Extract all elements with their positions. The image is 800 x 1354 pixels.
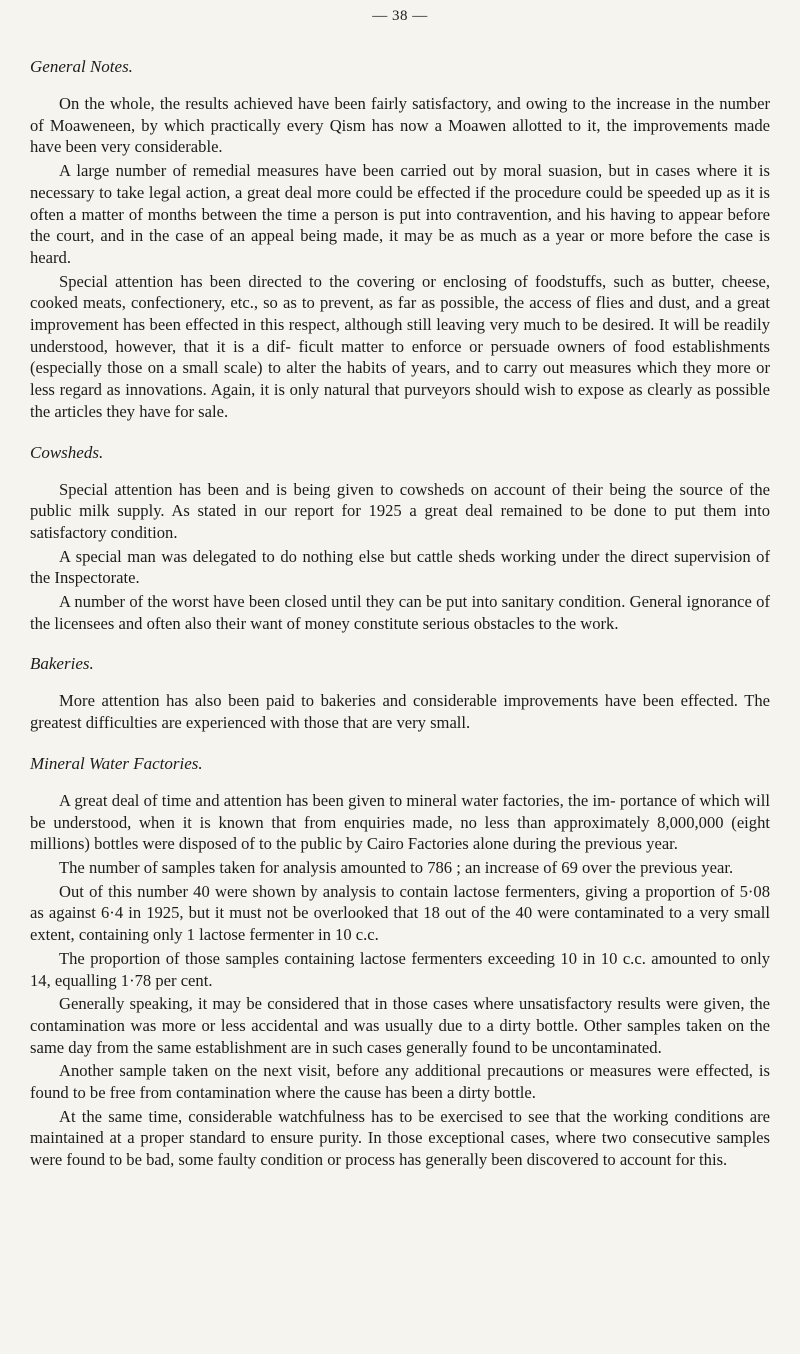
paragraph: More attention has also been paid to bakeries and considerable improvements have been effected. The greatest difficulties are experienced with those that are very small.: [30, 691, 770, 733]
paragraph: Generally speaking, it may be considered that in those cases where unsatisfactory results were given, the contamination was more or less accidental and was usually due to a dirty bottle. Other samples taken on the same day from the same establishment are in such cases generally found to be uncontaminated.: [30, 994, 770, 1057]
section-heading: General Notes.: [30, 57, 133, 76]
paragraph: Another sample taken on the next visit, before any additional precautions or measures were effected, is found to be free from contamination where the cause has been a dirty bottle.: [30, 1061, 770, 1103]
paragraph: A number of the worst have been closed until they can be put into sanitary condition. General ignorance of the licensees and often also their want of money constitute serious obstacles to the work.: [30, 592, 770, 633]
section-general-notes: [30, 55, 770, 423]
paragraph: On the whole, the results achieved have been fairly satisfactory, and owing to the increase in the number of Moaweneen, by which practically every Qism has now a Moawen allotted to it, the improvements made have been very considerable.: [30, 94, 770, 157]
section-heading: Mineral Water Factories.: [30, 753, 203, 773]
paragraph: At the same time, considerable watchfulness has to be exercised to see that the working conditions are maintained at a proper standard to ensure purity. In those exceptional cases, where two consecutive samples were found to be bad, some faulty condition or process has generally been discovered to account for this.: [30, 1106, 770, 1170]
page-number: — 38 —: [372, 8, 428, 24]
paragraph: A great deal of time and attention has been given to mineral water factories, the im- portance of which will be understood, when it is known that from enquiries made, no less than approximately 8,000,000 (eight millions) bottles were disposed of to the public by Cairo Factories alone during the previous year.: [30, 790, 770, 854]
paragraph: A large number of remedial measures have been carried out by moral suasion, but in cases where it is necessary to take legal action, a great deal more could be effected if the procedure could be speeded up as it is often a matter of months between the time a person is put into contravention, and his having to appear before the court, and in the case of an appeal being made, it may be as much as a year or more before the case is heard.: [30, 161, 770, 267]
paragraph: Special attention has been directed to the covering or enclosing of foodstuffs, such as butter, cheese, cooked meats, confectionery, etc., so as to prevent, as far as possible, the access of flies and dust, and a great improvement has been effected in this respect, although still leaving very much to be desired. It will be readily understood, however, that it is a dif- ficult matter to enforce or persuade owners of food establishments (especially those on a small scale) to alter the habits of years, and to carry out measures which they more or less regard as innovations. Again, it is only natural that purveyors should wish to expose as clearly as possible the articles they have for sale.: [30, 271, 770, 421]
paragraph: Out of this number 40 were shown by analysis to contain lactose fermenters, giving a proportion of 5·08 as against 6·4 in 1925, but it must not be overlooked that 18 out of the 40 were contaminated to a very small extent, containing only 1 lactose fermenter in 10 c.c.: [30, 881, 770, 945]
section-heading: Cowsheds.: [30, 442, 104, 462]
section-heading: Bakeries.: [30, 654, 94, 674]
section-mineral-water-factories: [30, 752, 770, 1171]
section-bakeries: [30, 652, 770, 733]
paragraph: The proportion of those samples containing lactose fermenters exceeding 10 in 10 c.c. amounted to only 14, equalling 1·78 per cent.: [30, 948, 770, 990]
paragraph: The number of samples taken for analysis amounted to 786 ; an increase of 69 over the previous year.: [59, 857, 734, 877]
paragraph: Special attention has been and is being given to cowsheds on account of their being the source of the public milk supply. As stated in our report for 1925 a great deal remained to be done to put them into satisfactory condition.: [30, 479, 770, 542]
paragraph: A special man was delegated to do nothing else but cattle sheds working under the direct supervision of the Inspectorate.: [30, 546, 770, 588]
section-cowsheds: [30, 441, 770, 635]
document-body: [30, 55, 770, 1173]
